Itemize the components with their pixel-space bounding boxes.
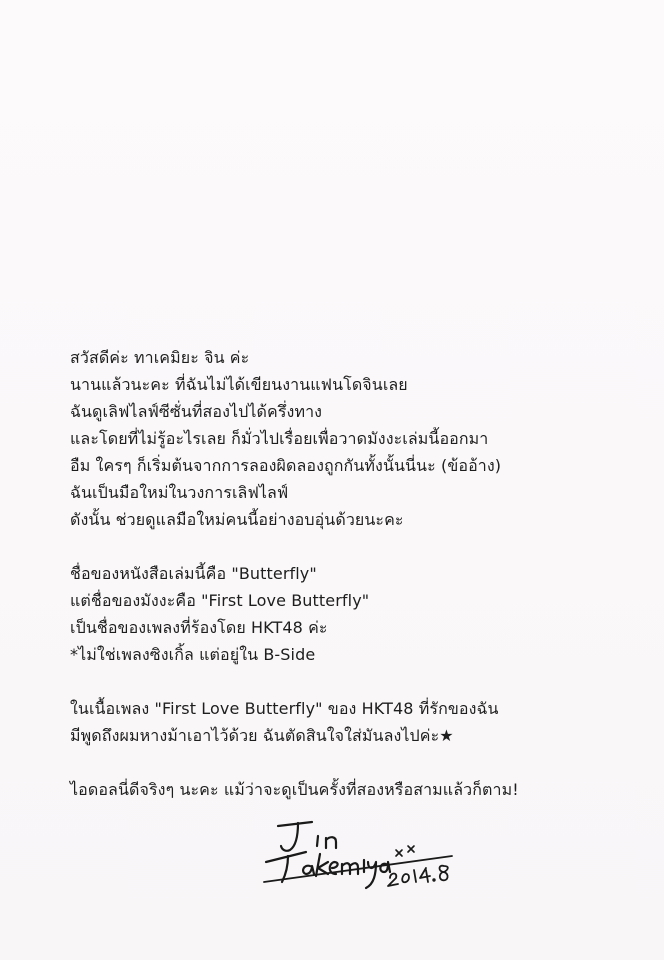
letter-line: ดังนั้น ช่วยดูแลมือใหม่คนนี้อย่างอบอุ่นด้วยนะคะ [70, 510, 404, 529]
letter-line: และโดยที่ไม่รู้อะไรเลย ก็มั่วไปเรื่อยเพื่อวาดมังงะเล่มนี้ออกมา [70, 429, 489, 448]
letter-line: ฉันเป็นมือใหม่ในวงการเลิฟไลฟ์ [70, 483, 289, 502]
afterword-letter [70, 344, 650, 803]
letter-line: อืม ใครๆ ก็เริ่มต้นจากการลองผิดลองถูกกันทั้งนั้นนี่นะ (ข้ออ้าง) [70, 456, 502, 475]
paragraph-gap [70, 533, 650, 560]
paragraph-gap [70, 749, 650, 776]
letter-line: สวัสดีค่ะ ทาเคมิยะ จิน ค่ะ [70, 348, 250, 367]
letter-line: มีพูดถึงผมหางม้าเอาไว้ด้วย ฉันตัดสินใจใส่มันลงไปค่ะ★ [70, 726, 454, 745]
letter-line: ชื่อของหนังสือเล่มนี้คือ "Butterfly" [70, 564, 317, 583]
letter-line: นานแล้วนะคะ ที่ฉันไม่ได้เขียนงานแฟนโดจินเลย [70, 375, 408, 394]
letter-line: ไอดอลนี่ดีจริงๆ นะคะ แม้ว่าจะดูเป็นครั้งที่สองหรือสามแล้วก็ตาม! [70, 780, 519, 799]
letter-line: ฉันดูเลิฟไลฟ์ซีซั่นที่สองไปได้ครึ่งทาง [70, 402, 323, 421]
letter-line: ในเนื้อเพลง "First Love Butterfly" ของ HKT48 ที่รักของฉัน [70, 699, 499, 718]
handwritten-signature [262, 812, 462, 892]
letter-line: แต่ชื่อของมังงะคือ "First Love Butterfly" [70, 591, 370, 610]
letter-line: เป็นชื่อของเพลงที่ร้องโดย HKT48 ค่ะ [70, 618, 328, 637]
paragraph-gap [70, 668, 650, 695]
letter-line: *ไม่ใช่เพลงซิงเกิ้ล แต่อยู่ใน B-Side [70, 645, 316, 664]
